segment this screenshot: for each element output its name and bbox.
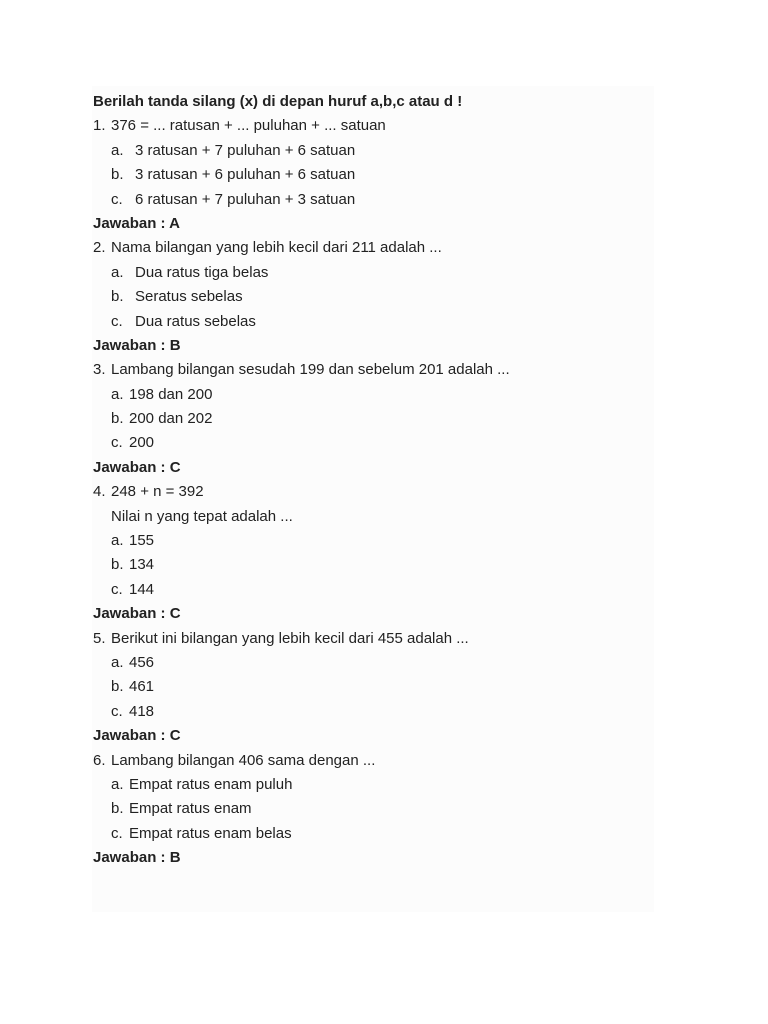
option-text: Seratus sebelas — [135, 288, 243, 306]
option-a — [93, 773, 653, 797]
question-number: 3. — [93, 361, 106, 379]
question-number: 1. — [93, 117, 106, 135]
option-text: 456 — [129, 653, 155, 671]
quiz-document — [93, 90, 653, 871]
option-c — [93, 431, 653, 455]
option-text: 198 dan 200 — [129, 385, 213, 403]
question-text: 248 + n = 392 — [111, 483, 204, 501]
option-text: 200 — [129, 434, 155, 452]
question-line — [93, 114, 653, 138]
option-text: Dua ratus tiga belas — [135, 263, 269, 281]
question-5 — [93, 627, 653, 749]
question-1 — [93, 114, 653, 236]
question-text: Berikut ini bilangan yang lebih kecil dari 455 adalah ... — [111, 629, 469, 647]
option-letter: a. — [111, 775, 124, 793]
question-line — [93, 627, 653, 651]
question-line — [93, 480, 653, 504]
option-letter: b. — [111, 288, 124, 306]
question-number: 6. — [93, 751, 106, 769]
option-letter: a. — [111, 141, 124, 159]
option-a — [93, 529, 653, 553]
option-a — [93, 651, 653, 675]
option-b — [93, 675, 653, 699]
option-a — [93, 383, 653, 407]
option-text: 155 — [129, 532, 155, 550]
option-text: Empat ratus enam — [129, 800, 252, 818]
option-text: Empat ratus enam puluh — [129, 775, 293, 793]
question-3 — [93, 358, 653, 480]
answer-text: Jawaban : C — [93, 605, 181, 623]
question-line — [93, 236, 653, 260]
question-line — [93, 749, 653, 773]
option-c — [93, 700, 653, 724]
instruction-text: Berilah tanda silang (x) di depan huruf a,b,c atau d ! — [93, 93, 463, 110]
option-letter: a. — [111, 653, 124, 671]
option-text: 144 — [129, 580, 155, 598]
option-letter: c. — [111, 580, 123, 598]
answer-text: Jawaban : A — [93, 214, 180, 232]
option-c — [93, 822, 653, 846]
question-subtext: Nilai n yang tepat adalah ... — [111, 507, 293, 525]
option-letter: b. — [111, 800, 124, 818]
option-letter: c. — [111, 824, 123, 842]
option-text: 200 dan 202 — [129, 410, 213, 428]
option-b — [93, 797, 653, 821]
option-text: Empat ratus enam belas — [129, 824, 292, 842]
option-text: 461 — [129, 678, 155, 696]
option-letter: c. — [111, 702, 123, 720]
question-2 — [93, 236, 653, 358]
option-letter: a. — [111, 263, 124, 281]
option-c — [93, 578, 653, 602]
option-letter: c. — [111, 312, 123, 330]
option-b — [93, 407, 653, 431]
answer-text: Jawaban : C — [93, 727, 181, 745]
question-line — [93, 358, 653, 382]
option-a — [93, 139, 653, 163]
option-c — [93, 188, 653, 212]
option-text: 418 — [129, 702, 155, 720]
option-letter: c. — [111, 434, 123, 452]
option-text: 6 ratusan + 7 puluhan + 3 satuan — [135, 190, 356, 208]
question-number: 5. — [93, 629, 106, 647]
option-text: Dua ratus sebelas — [135, 312, 256, 330]
question-4 — [93, 480, 653, 626]
option-a — [93, 261, 653, 285]
question-number: 2. — [93, 239, 106, 257]
option-letter: a. — [111, 385, 124, 403]
answer-text: Jawaban : C — [93, 458, 181, 476]
question-number: 4. — [93, 483, 106, 501]
option-text: 134 — [129, 556, 155, 574]
answer-text: Jawaban : B — [93, 849, 181, 867]
question-text: Lambang bilangan 406 sama dengan ... — [111, 751, 376, 769]
question-text: 376 = ... ratusan + ... puluhan + ... satuan — [111, 117, 386, 135]
question-text: Lambang bilangan sesudah 199 dan sebelum 201 adalah ... — [111, 361, 510, 379]
option-letter: b. — [111, 678, 124, 696]
option-letter: c. — [111, 190, 123, 208]
option-letter: b. — [111, 410, 124, 428]
option-b — [93, 553, 653, 577]
option-letter: b. — [111, 556, 124, 574]
option-b — [93, 163, 653, 187]
option-text: 3 ratusan + 7 puluhan + 6 satuan — [135, 141, 356, 159]
option-letter: b. — [111, 166, 124, 184]
option-b — [93, 285, 653, 309]
question-6 — [93, 749, 653, 871]
option-letter: a. — [111, 532, 124, 550]
question-text: Nama bilangan yang lebih kecil dari 211 adalah ... — [111, 239, 442, 257]
option-text: 3 ratusan + 6 puluhan + 6 satuan — [135, 166, 356, 184]
answer-text: Jawaban : B — [93, 336, 181, 354]
option-c — [93, 310, 653, 334]
